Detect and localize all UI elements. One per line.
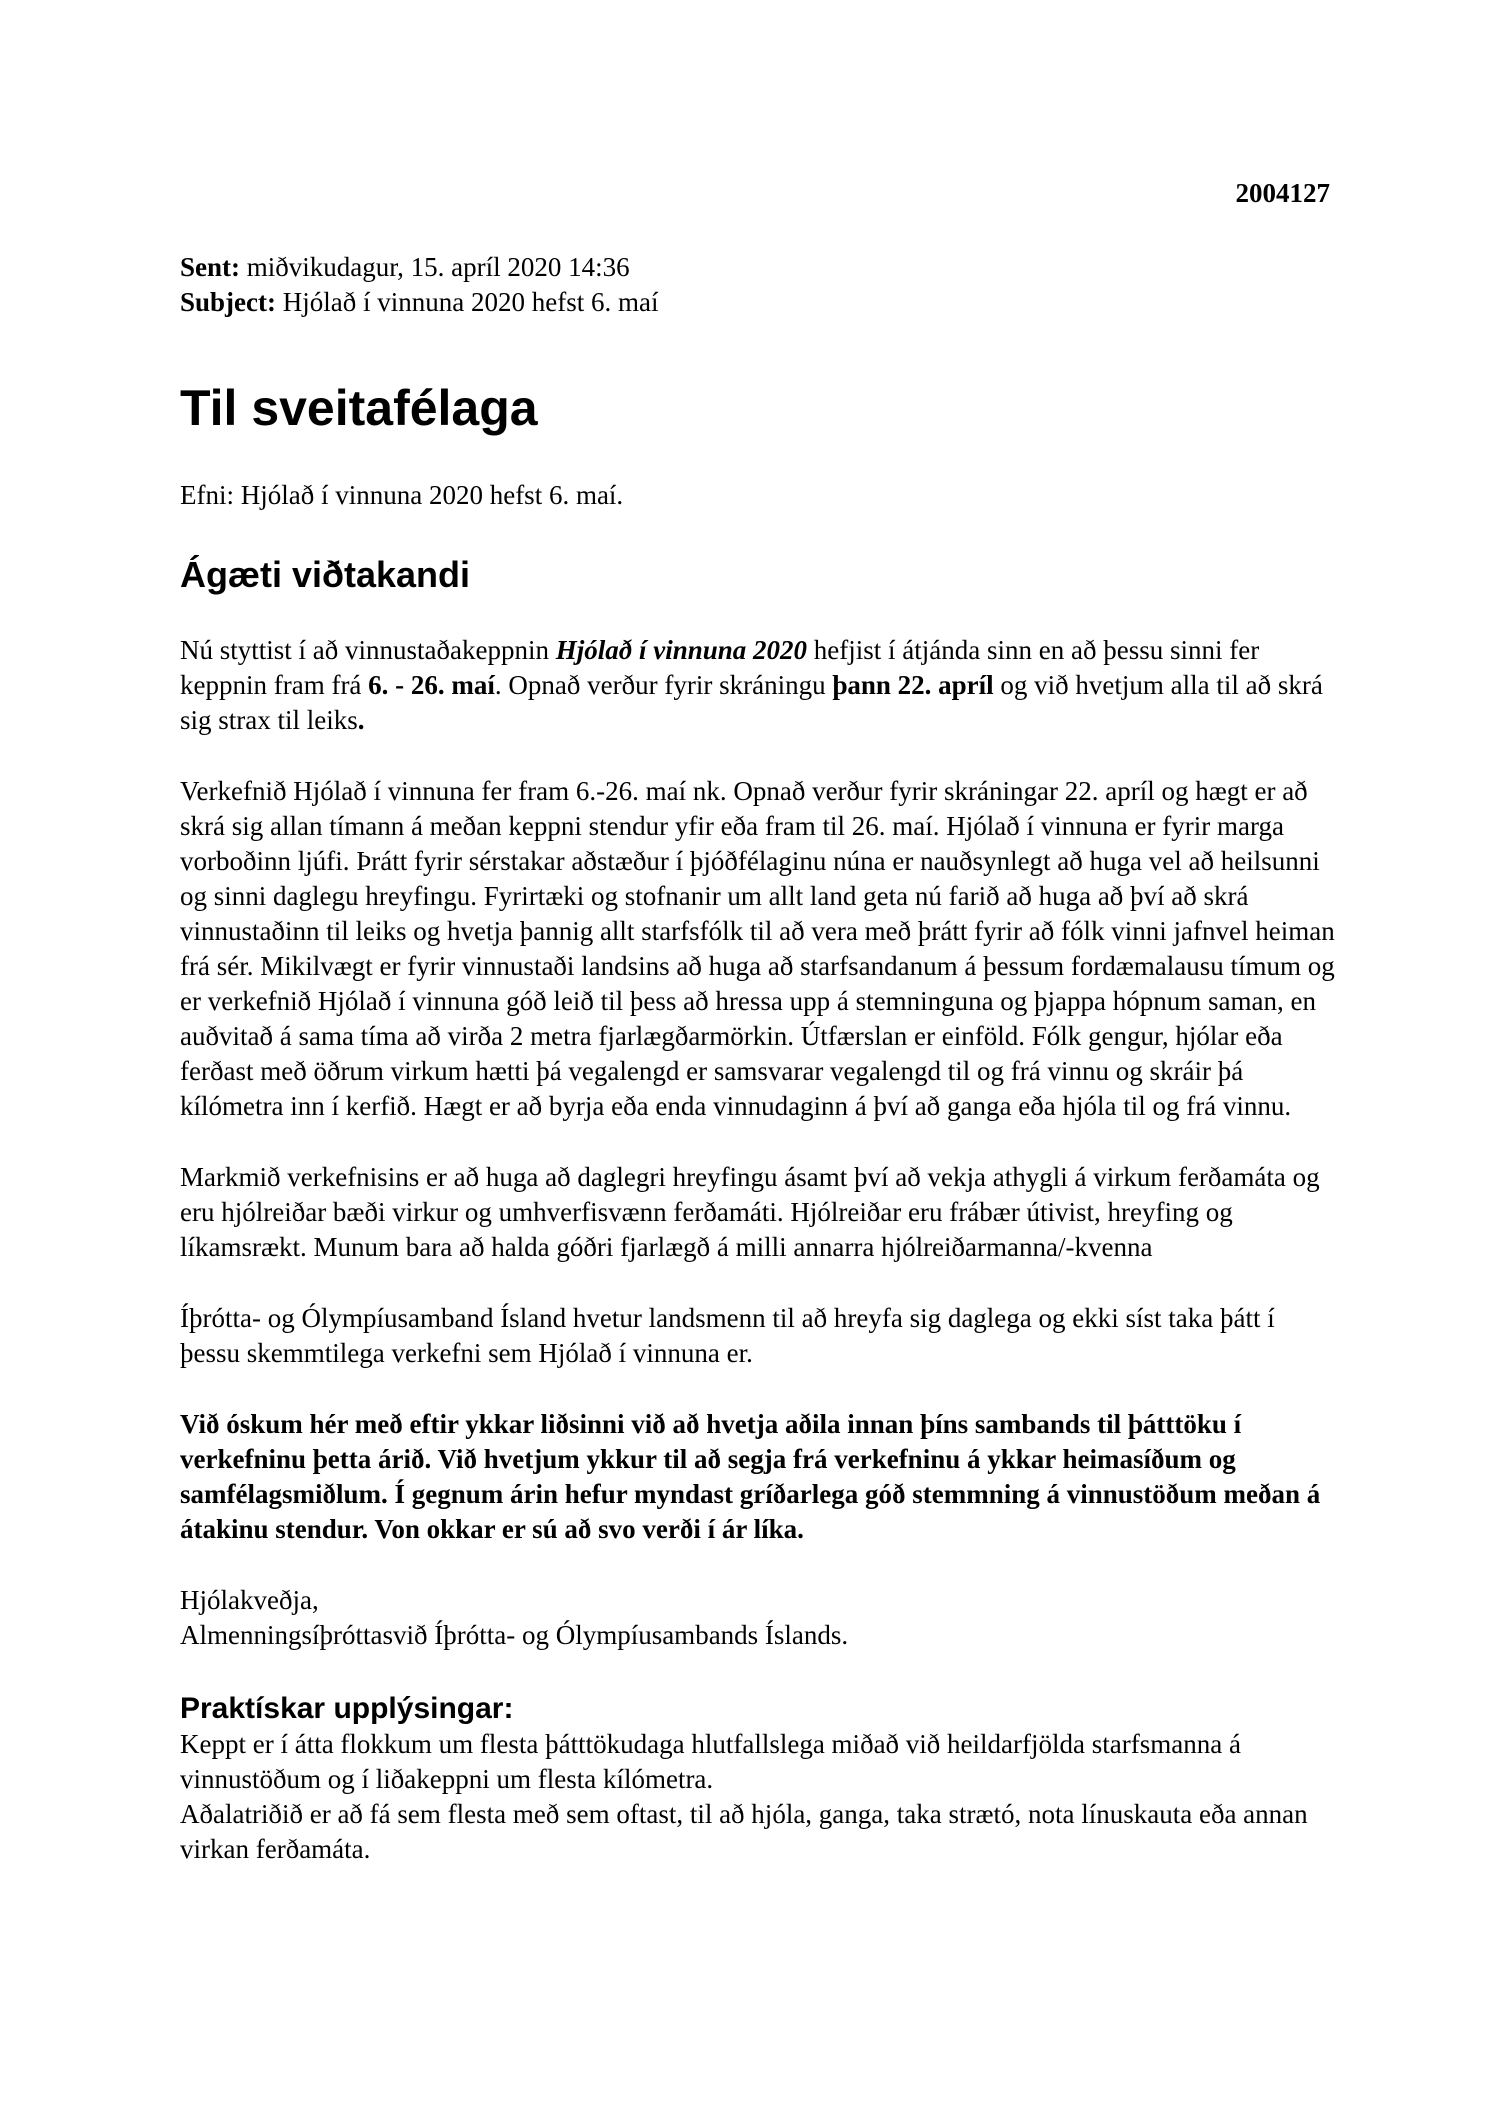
dates-bold: 6. - 26. maí: [368, 670, 495, 700]
text-run: Nú styttist í að vinnustaðakeppnin: [180, 635, 556, 665]
campaign-name: Hjólað í vinnuna 2020: [555, 635, 808, 665]
text-run: .: [357, 705, 365, 735]
intro-paragraph: [180, 633, 1340, 738]
subject-value: Hjólað í vinnuna 2020 hefst 6. maí: [276, 287, 659, 317]
sent-value: miðvikudagur, 15. apríl 2020 14:36: [240, 252, 630, 282]
text-run: . Opnað verður fyrir skráningu: [494, 670, 833, 700]
sent-line: [180, 250, 1340, 285]
greeting-heading: Ágæti viðtakandi: [180, 554, 471, 595]
text-run: hefjist í átjánda sinn en að þessu sinni fer keppnin fram frá: [180, 635, 1260, 700]
practical-info: [180, 1727, 1340, 1867]
subject-line: [180, 285, 1340, 320]
goal-paragraph: Markmið verkefnisins er að huga að daglegri hreyfingu ásamt því að vekja athygli á virkum ferðamáta og eru hjólreiðar bæði virkur og umhverfisvænn ferðamáti. Hjólreiðar eru frábær útivist, hreyfing og líkamsrækt. Munum bara að halda góðri fjarlægð á milli annarra hjólreiðarmanna/-kvenna: [180, 1162, 1320, 1262]
closing-signature: Almenningsíþróttasvið Íþrótta- og Ólympíusambands Íslands.: [180, 1620, 849, 1650]
practical-line-1: Keppt er í átta flokkum um flesta þátttökudaga hlutfallslega miðað við heildarfjölda starfsmanna á vinnustöðum og í liðakeppni um flesta kílómetra.: [180, 1729, 1241, 1794]
document-number: 2004127: [1235, 178, 1330, 208]
document-body: [180, 250, 1340, 1867]
project-paragraph: Verkefnið Hjólað í vinnuna fer fram 6.-26. maí nk. Opnað verður fyrir skráningar 22. apríl og hægt er að skrá sig allan tímann á meðan keppni stendur yfir eða fram til 26. maí. Hjólað í vinnuna er fyrir marga vorboðinn ljúfi. Þrátt fyrir sérstakar aðstæður í þjóðfélaginu núna er nauðsynlegt að huga vel að heilsunni og sinni daglegu hreyfingu. Fyrirtæki og stofnanir um allt land geta nú farið að huga að því að skrá vinnustaðinn til leiks og hvetja þannig allt starfsfólk til að vera með þrátt fyrir að fólk vinni jafnvel heiman frá sér. Mikilvægt er fyrir vinnustaði landsins að huga að starfsandanum á þessum fordæmalausu tímum og er verkefnið Hjólað í vinnuna góð leið til þess að hressa upp á stemninguna og þjappa hópnum saman, en auðvitað á sama tíma að virða 2 metra fjarlægðarmörkin. Útfærslan er einföld. Fólk gengur, hjólar eða ferðast með öðrum virkum hætti þá vegalengd er samsvarar vegalengd til og frá vinnu og skráir þá kílómetra inn í kerfið. Hægt er að byrja eða enda vinnudaginn á því að ganga eða hjóla til og frá vinnu.: [180, 776, 1335, 1121]
subject-label: Subject:: [180, 287, 276, 317]
email-meta: [180, 250, 1340, 320]
registration-date: þann 22. apríl: [832, 670, 994, 700]
page-title: Til sveitafélaga: [180, 380, 538, 436]
efni-line: Efni: Hjólað í vinnuna 2020 hefst 6. maí.: [180, 480, 624, 510]
isi-paragraph: Íþrótta- og Ólympíusamband Ísland hvetur landsmenn til að hreyfa sig daglega og ekki síst taka þátt í þessu skemmtilega verkefni sem Hjólað í vinnuna er.: [180, 1303, 1275, 1368]
closing-greeting: Hjólakveðja,: [180, 1585, 319, 1615]
closing: [180, 1583, 1340, 1653]
practical-line-2: Aðalatriðið er að fá sem flesta með sem oftast, til að hjóla, ganga, taka strætó, nota línuskauta eða annan virkan ferðamáta.: [180, 1799, 1308, 1864]
request-paragraph: Við óskum hér með eftir ykkar liðsinni við að hvetja aðila innan þíns sambands til þátttöku í verkefninu þetta árið. Við hvetjum ykkur til að segja frá verkefninu á ykkar heimasíðum og samfélagsmiðlum. Í gegnum árin hefur myndast gríðarlega góð stemmning á vinnustöðum meðan á átakinu stendur. Von okkar er sú að svo verði í ár líka.: [180, 1409, 1321, 1544]
sent-label: Sent:: [180, 252, 240, 282]
text-run: og við hvetjum alla til að skrá sig strax til leiks: [180, 670, 1323, 735]
practical-heading: Praktískar upplýsingar:: [180, 1692, 514, 1725]
